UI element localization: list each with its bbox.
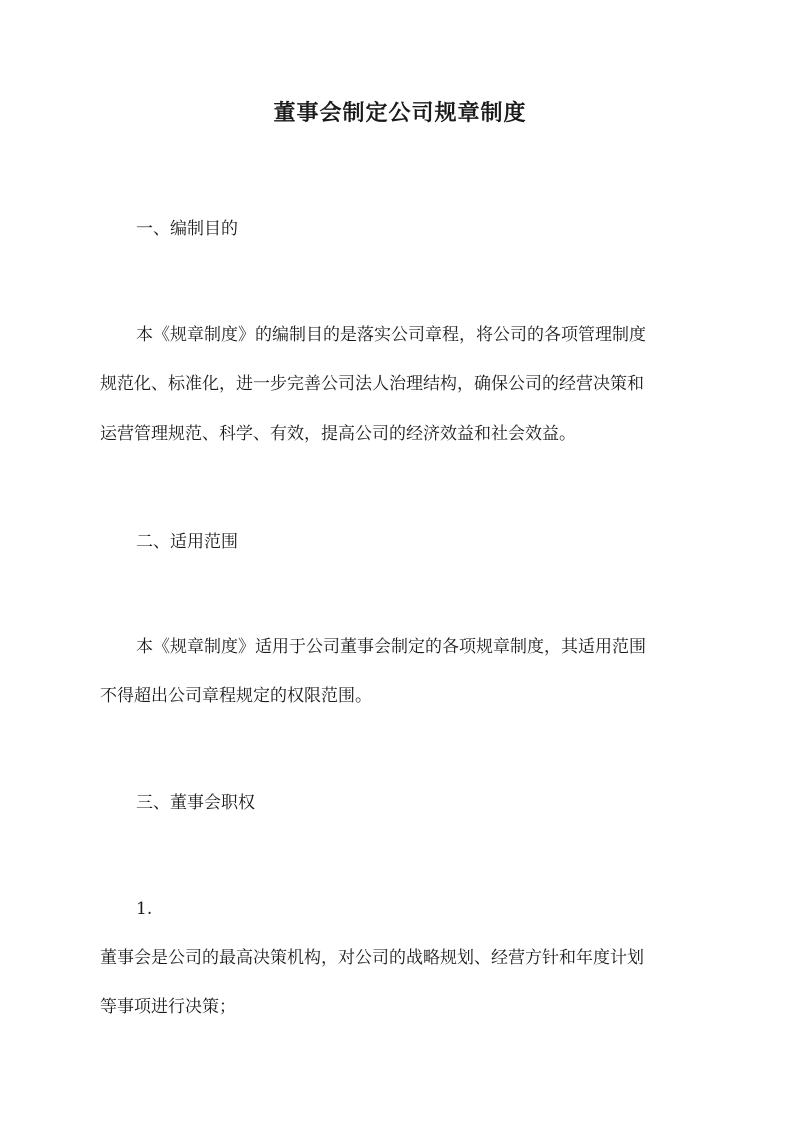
paragraph-line: 本《规章制度》的编制目的是落实公司章程，将公司的各项管理制度 (136, 325, 646, 345)
section-heading: 二、适用范围 (136, 532, 238, 552)
section-heading: 一、编制目的 (136, 219, 238, 239)
paragraph-line: 董事会是公司的最高决策机构，对公司的战略规划、经营方针和年度计划 (100, 948, 644, 968)
paragraph-line: 本《规章制度》适用于公司董事会制定的各项规章制度，其适用范围 (136, 637, 646, 657)
item-number: 1. (136, 899, 153, 919)
section-heading: 三、董事会职权 (136, 793, 255, 813)
paragraph-line: 运营管理规范、科学、有效，提高公司的经济效益和社会效益。 (100, 424, 576, 444)
document-title: 董事会制定公司规章制度 (273, 100, 527, 126)
paragraph-line: 规范化、标准化，进一步完善公司法人治理结构，确保公司的经营决策和 (100, 374, 644, 394)
paragraph-line: 不得超出公司章程规定的权限范围。 (100, 686, 372, 706)
paragraph-line: 等事项进行决策； (100, 997, 236, 1017)
